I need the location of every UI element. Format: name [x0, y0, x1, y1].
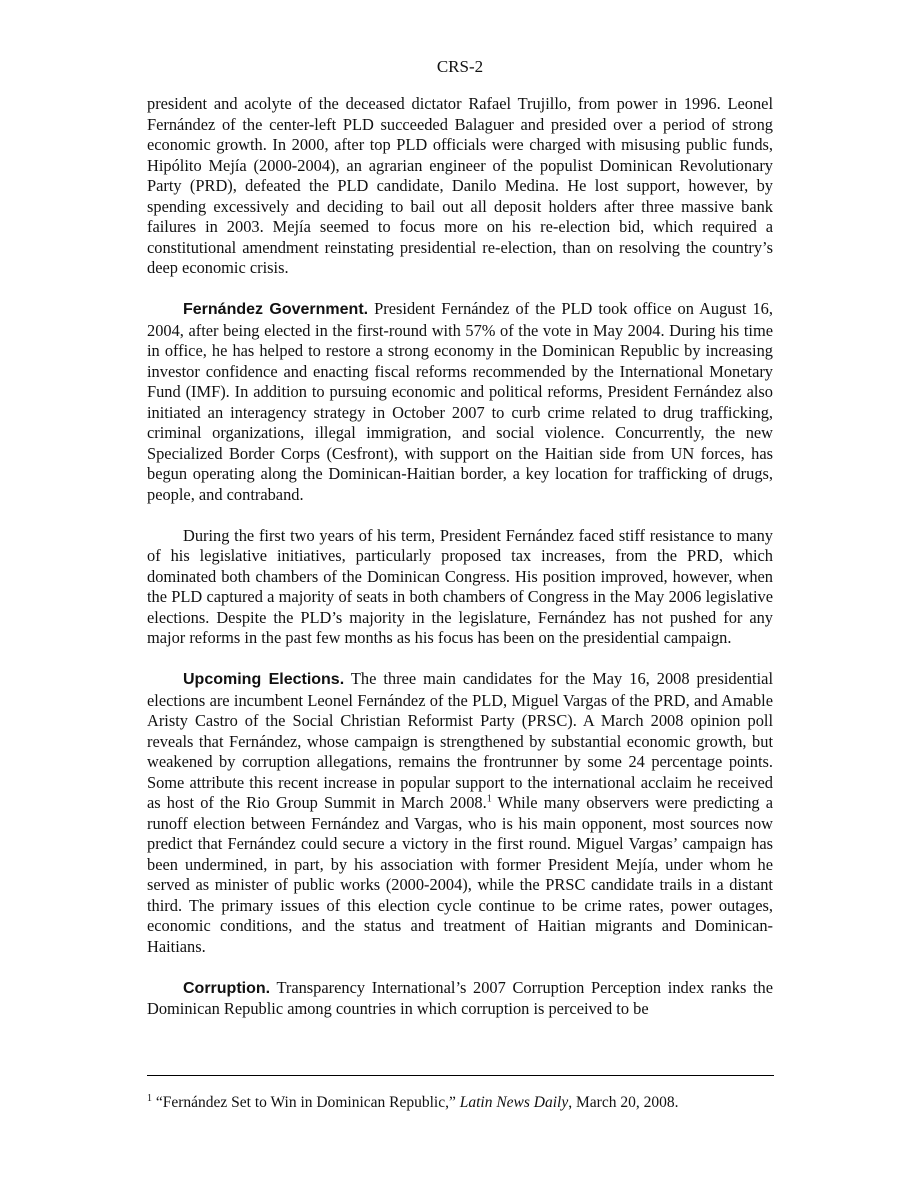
section-heading-corruption: Corruption. [183, 979, 271, 997]
paragraph-balaguer-history: president and acolyte of the deceased dictator Rafael Trujillo, from power in 1996. Leonel Fernández of the center-left PLD succeeded Balaguer and presided over a period of strong economic growth. In 2000, after top PLD officials were charged with misusing public funds, Hipólito Mejía (2000-2004), an agrarian engineer of the populist Dominican Revolutionary Party (PRD), defeated the PLD candidate, Danilo Medina. He lost support, however, by spending excessively and deciding to bail out all deposit holders after three massive bank failures in 2003. Mejía seemed to focus more on his re-election bid, which required a constitutional amendment reinstating presidential re-election, than on resolving the country’s deep economic crisis. [147, 94, 773, 277]
footnote-number: 1 [147, 1092, 152, 1104]
paragraph-upcoming-elections [147, 669, 773, 957]
paragraph-legislative-resistance: During the first two years of his term, President Fernández faced stiff resistance to many of his legislative initiatives, particularly proposed tax increases, from the PRD, which dominated both chambers of the Dominican Congress. His position improved, however, when the PLD captured a majority of seats in both chambers of Congress in the May 2006 legislative elections. Despite the PLD’s majority in the legislature, Fernández has not pushed for any major reforms in the past few months as his focus has been on the presidential campaign. [147, 525, 773, 647]
paragraph-text: While many observers were predicting a runoff election between Fernández and Vargas, who is his main opponent, most sources now predict that Fernández could secure a victory in the first round. Miguel Vargas’ campaign has been undermined, in part, by his association with former President Mejía, under whom he served as minister of public works (2000-2004), while the PRSC candidate trails in a distant third. The primary issues of this election cycle continue to be crime rates, power outages, economic conditions, and the status and treatment of Haitian migrants and Dominican-Haitians. [147, 793, 773, 956]
paragraph-text: Transparency International’s 2007 Corruption Perception index ranks the Dominican Republic among countries in which corruption is perceived to be [147, 977, 773, 1018]
footnote-text: “Fernández Set to Win in Dominican Republic,” [152, 1094, 460, 1111]
section-heading-upcoming-elections: Upcoming Elections. [183, 671, 345, 688]
body-text [147, 94, 773, 1020]
footnote [147, 1093, 773, 1113]
footnote-source-title: Latin News Daily [459, 1094, 569, 1111]
page-header: CRS-2 [436, 57, 484, 76]
footnote-reference[interactable]: 1 [486, 793, 492, 805]
paragraph-text: President Fernández of the PLD took office on August 16, 2004, after being elected in the first-round with 57% of the vote in May 2004. During his time in office, he has helped to restore a strong economy in the Dominican Republic by increasing investor confidence and enacting fiscal reforms recommended by the International Monetary Fund (IMF). In addition to pursuing economic and political reforms, President Fernández also initiated an interagency strategy in October 2007 to curb crime related to drug trafficking, criminal organizations, illegal immigration, and social violence. Concurrently, the new Specialized Border Corps (Cesfront), with support on the Haitian side from UN forces, has begun operating along the Dominican-Haitian border, a key location for trafficking of drugs, people, and contraband. [147, 299, 773, 504]
footnote-divider [147, 1075, 774, 1076]
paragraph-text: The three main candidates for the May 16, 2008 presidential elections are incumbent Leonel Fernández of the PLD, Miguel Vargas of the PRD, and Amable Aristy Castro of the Social Christian Reformist Party (PRSC). A March 2008 opinion poll reveals that Fernández, whose campaign is strengthened by substantial economic growth, but weakened by corruption allegations, remains the frontrunner by some 24 percentage points. Some attribute this recent increase in popular support to the international acclaim he received as host of the Rio Group Summit in March 2008. [147, 669, 773, 812]
paragraph-corruption [147, 978, 773, 1020]
section-heading-fernandez-government: Fernández Government. [183, 301, 369, 318]
paragraph-fernandez-government [147, 299, 773, 505]
footnote-date: , March 20, 2008. [568, 1094, 679, 1111]
